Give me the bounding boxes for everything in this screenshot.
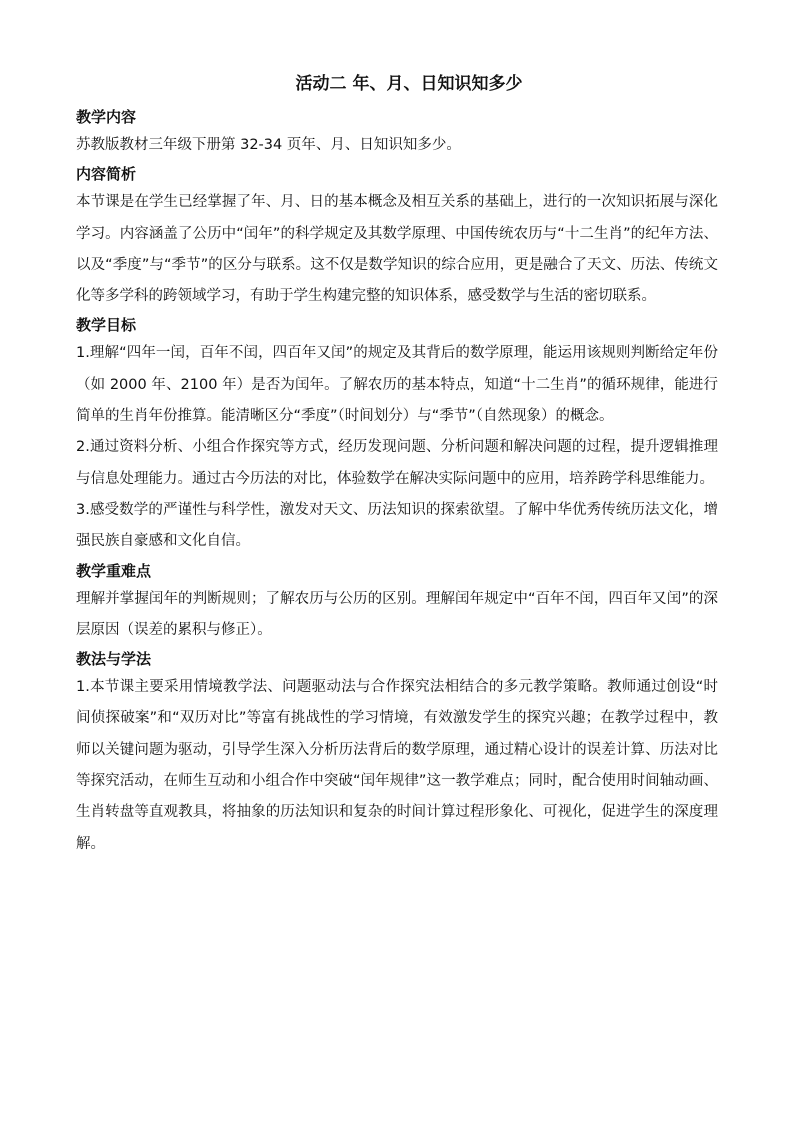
- section-paragraph: 1.本节课主要采用情境教学法、问题驱动法与合作探究法相结合的多元教学策略。教师通过创设“时间侦探破案”和“双历对比”等富有挑战性的学习情境，有效激发学生的探究兴趣；在教学过程中，教师以关键问题为驱动，引导学生深入分析历法背后的数学原理，通过精心设计的误差计算、历法对比等探究活动，在师生互动和小组合作中突破“闰年规律”这一教学难点；同时，配合使用时间轴动画、生肖转盘等直观教具，将抽象的历法知识和复杂的时间计算过程形象化、可视化，促进学生的深度理解。: [76, 679, 718, 852]
- section-paragraph: 苏教版教材三年级下册第 32-34 页年、月、日知识知多少。: [76, 137, 461, 153]
- section-teaching-content: [76, 104, 718, 161]
- objective-item: 1.理解“四年一闰，百年不闰，四百年又闰”的规定及其背后的数学原理，能运用该规则判断给定年份（如 2000 年、2100 年）是否为闰年。了解农历的基本特点，知道“十二生肖”的循环规律，能进行简单的生肖年份推算。能清晰区分“季度”（时间划分）与“季节”（自然现象）的概念。: [76, 345, 718, 425]
- section-teaching-methods: [76, 646, 718, 860]
- section-heading: 教学重难点: [76, 561, 152, 580]
- section-teaching-objectives: [76, 312, 718, 557]
- section-paragraph: 本节课是在学生已经掌握了年、月、日的基本概念及相互关系的基础上，进行的一次知识拓展与深化学习。内容涵盖了公历中“闰年”的科学规定及其数学原理、中国传统农历与“十二生肖”的纪年方法、以及“季度”与“季节”的区分与联系。这不仅是数学知识的综合应用，更是融合了天文、历法、传统文化等多学科的跨领域学习，有助于学生构建完整的知识体系，感受数学与生活的密切联系。: [76, 194, 718, 305]
- objective-item: 2.通过资料分析、小组合作探究等方式，经历发现问题、分析问题和解决问题的过程，提升逻辑推理与信息处理能力。通过古今历法的对比，体验数学在解决实际问题中的应用，培养跨学科思维能力。: [76, 439, 718, 487]
- section-heading: 教法与学法: [76, 650, 152, 669]
- section-heading: 教学内容: [76, 108, 137, 126]
- section-heading: 教学目标: [76, 316, 137, 335]
- document-page: [76, 72, 718, 860]
- section-content-analysis: [76, 161, 718, 312]
- section-heading: 内容简析: [76, 165, 137, 184]
- objective-item: 3.感受数学的严谨性与科学性，激发对天文、历法知识的探索欲望。了解中华优秀传统历法文化，增强民族自豪感和文化自信。: [76, 501, 718, 550]
- section-paragraph: 理解并掌握闰年的判断规则；了解农历与公历的区别。理解闰年规定中“百年不闰，四百年又闰”的深层原因（误差的累积与修正）。: [76, 590, 718, 638]
- document-title: 活动二 年、月、日知识知多少: [295, 74, 523, 94]
- section-key-difficulties: [76, 558, 718, 647]
